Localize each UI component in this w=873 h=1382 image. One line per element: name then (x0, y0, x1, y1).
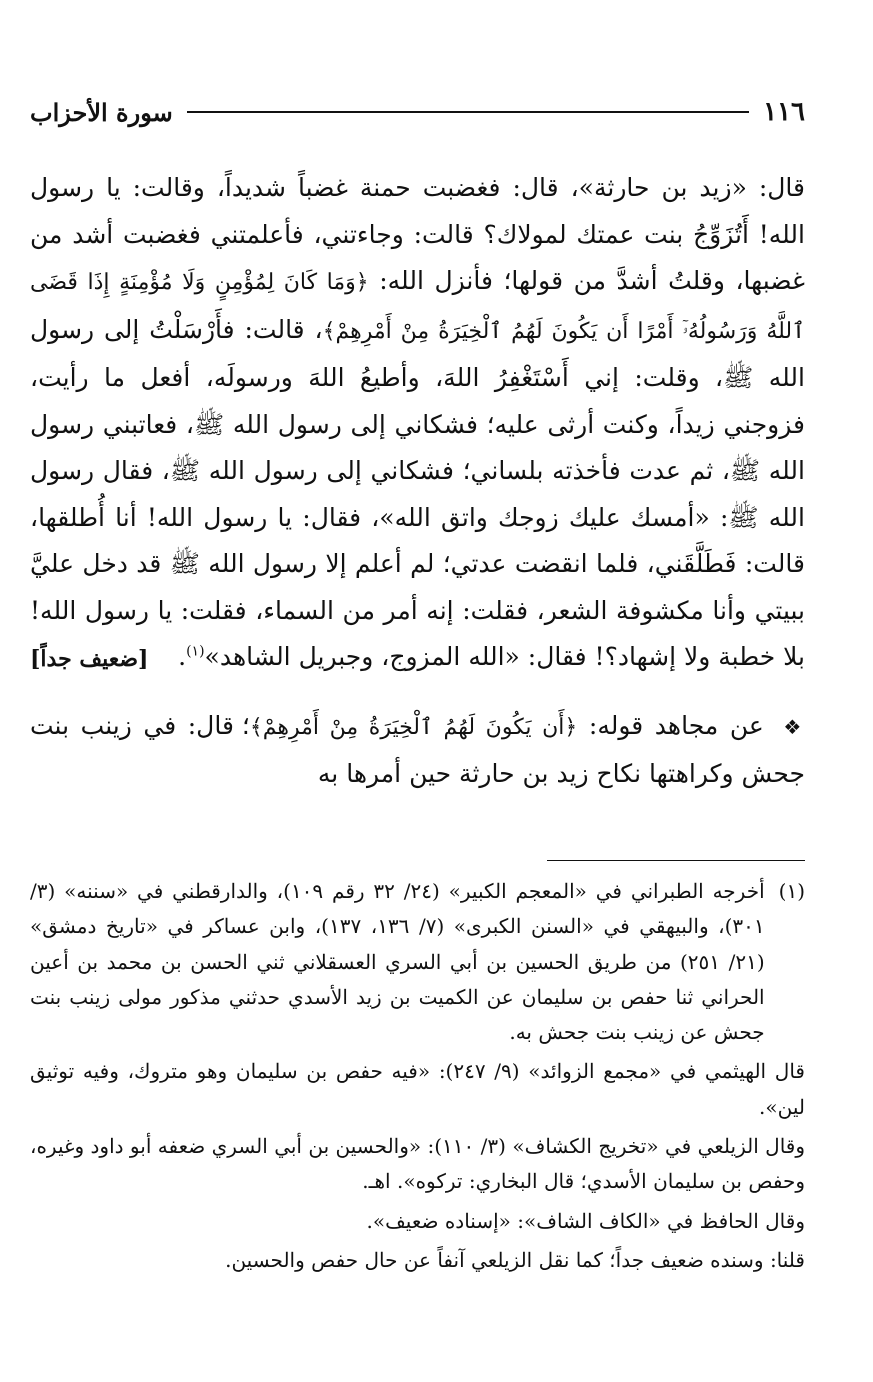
footnote-haythami: قال الهيثمي في «مجمع الزوائد» (٩/ ٢٤٧): «فيه حفص بن سليمان وهو متروك، وفيه توثيق لين». (30, 1059, 805, 1119)
paragraph-1-end: . (178, 642, 187, 671)
page-number: ١١٦ (763, 97, 805, 127)
header-rule (187, 111, 749, 113)
page-header (30, 92, 805, 132)
paragraph-2-text-b: ؛ قال: في زينب بنت جحش وكراهتها نكاح زيد بن حارثة حين أمرها به (30, 710, 805, 788)
footnote-1 (30, 874, 805, 1050)
paragraph-2 (30, 703, 805, 798)
footnote-reference[interactable]: (١) (186, 643, 205, 660)
footnote-1-text: أخرجه الطبراني في «المعجم الكبير» (٢٤/ ٣٢ رقم ١٠٩)، والدارقطني في «سننه» (٣/ ٣٠١)، والبيهقي في «السنن الكبرى» (٧/ ١٣٦، ١٣٧)، وابن عساكر في «تاريخ دمشق» (٢١/ ٢٥١) من طريق الحسين بن أبي السري العسقلاني ثني الحسن بن محمد بن أعين الحراني ثنا حفص بن سليمان عن الكميت بن زيد الأسدي حدثني مذكور مولى زينب بنت جحش عن زينب بنت جحش به. (30, 879, 765, 1045)
quran-verse-1: ﴿وَمَا كَانَ لِمُؤْمِنٍ وَلَا مُؤْمِنَةٍ إِذَا قَضَى ٱللَّهُ وَرَسُولُهُۥٓ أَمْرًا أَن يَكُونَ لَهُمُ ٱلْخِيَرَةُ مِنْ أَمْرِهِمْ﴾ (30, 270, 805, 344)
paragraph-1 (30, 165, 805, 681)
paragraph-2-text-a: عن مجاهد قوله: (588, 710, 764, 740)
footnote-zaylai: وقال الزيلعي في «تخريج الكشاف» (٣/ ١١٠): «والحسين بن أبي السري ضعفه أبو داود وغيره، وحفص بن سليمان الأسدي؛ قال البخاري: تركوه». اهـ. (30, 1134, 806, 1194)
footnote-hafiz: وقال الحافظ في «الكاف الشاف»: «إسناده ضعيف». (366, 1208, 805, 1233)
bullet-icon: ❖ (783, 714, 806, 739)
paragraph-1-text-a: قال: «زيد بن حارثة»، قال: فغضبت حمنة غضباً شديداً، وقالت: يا رسول الله! أَتُزَوِّجُ بنت عمتك لمولاك؟ قالت: وجاءتني، فأعلمتني فغضبت أشد من غضبها، وقلتُ أشدَّ من قولها؛ فأنزل الله: (30, 173, 805, 295)
main-text (30, 165, 805, 798)
surah-title: سورة الأحزاب (30, 97, 173, 127)
footnote-separator (547, 860, 805, 861)
footnote-conclusion: قلنا: وسنده ضعيف جداً؛ كما نقل الزيلعي آنفاً عن حال حفص والحسين. (225, 1247, 805, 1272)
quran-verse-2: ﴿أَن يَكُونَ لَهُمُ ٱلْخِيَرَةُ مِنْ أَمْرِهِمْ﴾ (249, 714, 578, 740)
footnote-marker: (١) (778, 879, 805, 903)
hadith-grade: [ضعيف جداً] (30, 646, 149, 672)
paragraph-1-text-b: ، قالت: فأَرْسَلْتُ إلى رسول الله ﷺ، وقلت: إني أَسْتَغْفِرُ اللهَ، وأطيعُ اللهَ ورسولَه، أفعل ما رأيت، فزوجني زيداً، وكنت أرثى عليه؛ فشكاني إلى رسول الله ﷺ، فعاتبني رسول الله ﷺ، ثم عدت فأخذته بلساني؛ فشكاني إلى رسول الله ﷺ، فقال رسول الله ﷺ: «أمسك عليك زوجك واتق الله»، فقال: يا رسول الله! أنا أُطلقها، قالت: فَطَلَّقَني، فلما انقضت عدتي؛ لم أعلم إلا رسول الله ﷺ قد دخل عليَّ ببيتي وأنا مكشوفة الشعر، فقلت: إنه أمر من السماء، فقلت: يا رسول الله! بلا خطبة ولا إشهاد؟! فقال: «الله المزوج، وجبريل الشاهد» (30, 314, 805, 671)
footnotes (30, 874, 805, 1282)
